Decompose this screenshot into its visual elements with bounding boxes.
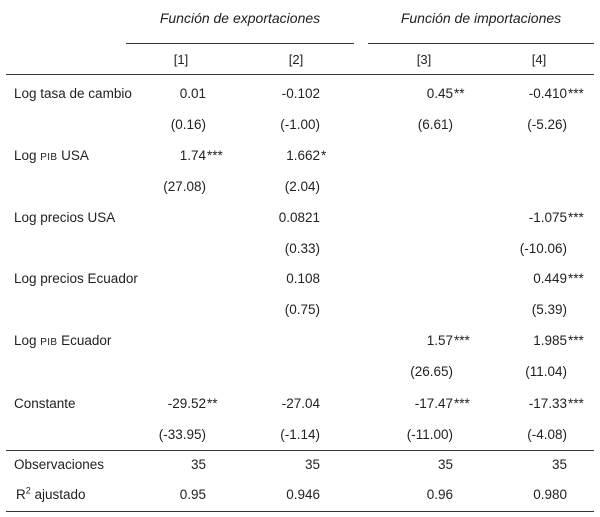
tstat-cell: (-1.14)	[280, 427, 320, 442]
coef-cell: 1.74 ***	[179, 148, 223, 163]
row-label: Constante	[14, 396, 76, 411]
label-r2-ajustado: $R^2$ ajustado	[16, 485, 86, 502]
tstat-cell: (0.16)	[170, 117, 206, 132]
tstat-cell: (5.39)	[531, 302, 567, 317]
tstat-cell: (-1.00)	[280, 117, 320, 132]
tstat-cell: (0.75)	[284, 302, 320, 317]
tstat-cell: (26.65)	[410, 364, 453, 379]
coef-cell: -27.04	[281, 396, 320, 411]
coef-cell: 0.108	[286, 271, 320, 286]
coef-cell: 0.45 **	[426, 86, 465, 101]
row-label: Log PIB Ecuador	[14, 333, 112, 348]
row-label: Log precios USA	[14, 210, 116, 225]
coef-cell: 1.57 ***	[426, 333, 470, 348]
coef-cell: -17.33 ***	[528, 396, 584, 411]
label-observaciones: Observaciones	[14, 457, 105, 472]
tstat-cell: (11.04)	[525, 364, 567, 379]
r2-col-2: 0.946	[286, 487, 320, 502]
r2-col-4: 0.980	[533, 487, 567, 502]
obs-col-4: 35	[551, 457, 567, 472]
tstat-cell: (-11.00)	[406, 427, 453, 442]
coef-cell: -0.102	[281, 86, 320, 101]
obs-col-2: 35	[304, 457, 320, 472]
column-number-4: [4]	[531, 52, 547, 67]
coef-cell: -1.075 ***	[528, 210, 584, 225]
coef-cell: -29.52 **	[167, 396, 218, 411]
coef-cell: 0.0821	[278, 210, 320, 225]
row-label: Log precios Ecuador	[14, 271, 138, 286]
r2-col-3: 0.96	[426, 487, 453, 502]
row-label: Log tasa de cambio	[14, 86, 132, 101]
obs-col-1: 35	[190, 457, 206, 472]
group-underline-exportaciones	[126, 43, 354, 44]
coef-cell: 1.985 ***	[533, 333, 584, 348]
row-label: Log PIB USA	[14, 148, 89, 163]
group-header-exportaciones: Función de exportaciones	[159, 10, 321, 26]
column-number-3: [3]	[416, 52, 432, 67]
coef-cell: -0.410 ***	[528, 86, 584, 101]
tstat-cell: (2.04)	[284, 179, 320, 194]
bottom-rule	[6, 511, 594, 512]
footer-rule	[6, 450, 594, 451]
tstat-cell: (27.08)	[163, 179, 206, 194]
tstat-cell: (0.33)	[284, 241, 320, 256]
coef-cell: 0.01	[179, 86, 206, 101]
coef-cell: -17.47 ***	[414, 396, 470, 411]
group-underline-importaciones	[368, 43, 594, 44]
coef-cell: 0.449 ***	[533, 271, 584, 286]
group-header-importaciones: Función de importaciones	[400, 10, 562, 26]
tstat-cell: (-4.08)	[527, 427, 567, 442]
column-number-1: [1]	[173, 52, 189, 67]
column-number-2: [2]	[288, 52, 304, 67]
header-rule	[6, 74, 594, 75]
obs-col-3: 35	[437, 457, 453, 472]
tstat-cell: (-5.26)	[527, 117, 567, 132]
coef-cell: 1.662 *	[286, 148, 327, 163]
tstat-cell: (6.61)	[417, 117, 453, 132]
tstat-cell: (-10.06)	[519, 241, 567, 256]
r2-col-1: 0.95	[179, 487, 206, 502]
tstat-cell: (-33.95)	[158, 427, 206, 442]
